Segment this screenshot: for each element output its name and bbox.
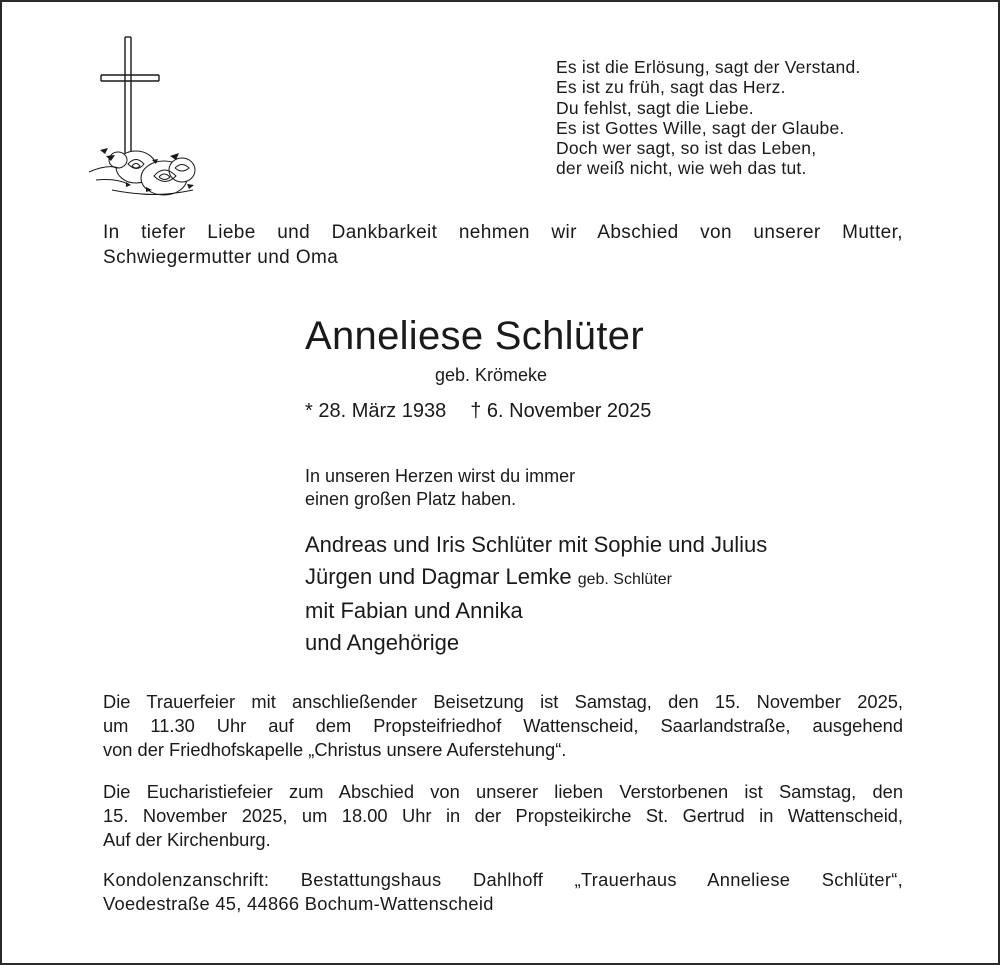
intro-line: Schwiegermutter und Oma — [103, 247, 339, 268]
poem-line: Es ist zu früh, sagt das Herz. — [556, 77, 786, 98]
family-line: mit Fabian und Annika — [305, 598, 523, 623]
poem-line: Doch wer sagt, so ist das Leben, — [556, 138, 817, 159]
birth-date: * 28. März 1938 — [305, 400, 447, 422]
poem — [556, 57, 956, 179]
family-list — [305, 529, 767, 658]
cross-with-roses-icon — [86, 32, 201, 202]
family-line: Andreas und Iris Schlüter mit Sophie und Julius — [305, 532, 768, 557]
saying — [305, 465, 575, 511]
condolence-line: Voedestraße 45, 44866 Bochum-Wattenscheid — [103, 893, 494, 914]
family-names: Jürgen und Dagmar Lemke — [305, 563, 572, 589]
maiden-name: geb. Krömeke — [435, 365, 548, 385]
poem-line: Du fehlst, sagt die Liebe. — [556, 97, 754, 118]
life-dates — [305, 398, 651, 424]
saying-line: einen großen Platz haben. — [305, 489, 517, 509]
intro-text — [103, 220, 903, 270]
condolence-line: Kondolenzanschrift: Bestattungshaus Dahlhoff „Trauerhaus Anneliese Schlüter“, — [103, 869, 903, 890]
saying-line: In unseren Herzen wirst du immer — [305, 466, 576, 486]
mass-info — [103, 780, 903, 852]
deceased-name: Anneliese Schlüter — [305, 314, 644, 358]
condolence-address — [103, 868, 903, 916]
mass-line: Auf der Kirchenburg. — [103, 829, 271, 850]
death-date: † 6. November 2025 — [470, 400, 652, 422]
poem-line: der weiß nicht, wie weh das tut. — [556, 158, 807, 179]
funeral-line: Die Trauerfeier mit anschließender Beisetzung ist Samstag, den 15. November 2025, — [103, 691, 903, 712]
poem-line: Es ist Gottes Wille, sagt der Glaube. — [556, 117, 845, 138]
family-maiden-note: geb. Schlüter — [577, 570, 672, 588]
funeral-line: von der Friedhofskapelle „Christus unsere Auferstehung“. — [103, 739, 567, 760]
mass-line: Die Eucharistiefeier zum Abschied von unserer lieben Verstorbenen ist Samstag, den — [103, 781, 903, 802]
family-line — [305, 561, 767, 596]
intro-line: In tiefer Liebe und Dankbarkeit nehmen wir Abschied von unserer Mutter, — [103, 222, 903, 243]
poem-line: Es ist die Erlösung, sagt der Verstand. — [556, 57, 861, 77]
family-line: und Angehörige — [305, 629, 460, 655]
funeral-info — [103, 690, 903, 762]
funeral-line: um 11.30 Uhr auf dem Propsteifriedhof Wattenscheid, Saarlandstraße, ausgehend — [103, 715, 903, 736]
mass-line: 15. November 2025, um 18.00 Uhr in der Propsteikirche St. Gertrud in Wattenscheid, — [103, 805, 903, 826]
